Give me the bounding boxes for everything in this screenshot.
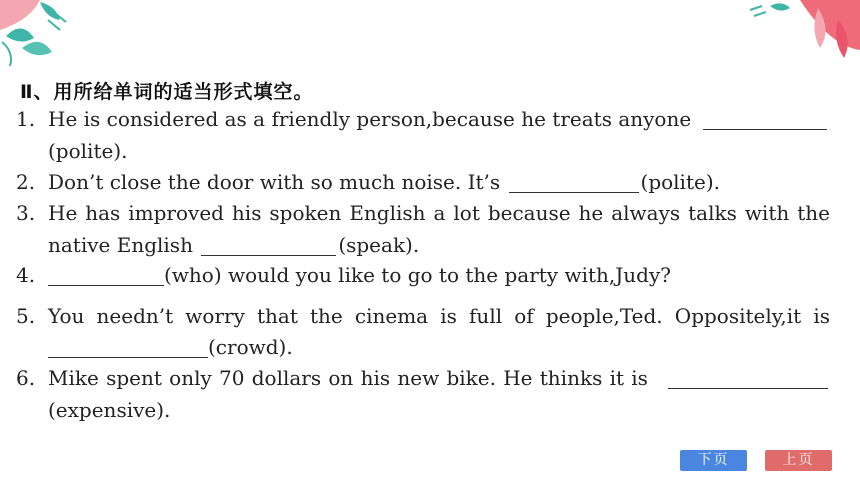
question-word: the [310, 304, 343, 328]
answer-blank[interactable] [48, 263, 164, 286]
question-text: native English [48, 233, 193, 257]
question-word: with [744, 201, 790, 225]
question-number: 6. [16, 366, 36, 390]
question-word: his [231, 201, 262, 225]
question-word: because [487, 201, 571, 225]
question-text: (polite). [640, 170, 720, 194]
previous-page-button[interactable]: 上页 [765, 450, 832, 471]
question-6-line-1 [0, 364, 860, 392]
question-word: worry [185, 304, 245, 328]
next-page-button[interactable]: 下页 [680, 450, 747, 471]
question-word: of [514, 304, 534, 328]
answer-blank[interactable] [201, 233, 336, 256]
leaf-decoration-top-right [720, 0, 860, 60]
question-word: English [349, 201, 426, 225]
question-5-line-1 [0, 302, 860, 330]
answer-blank[interactable] [668, 366, 828, 389]
question-word: 70 [219, 366, 245, 390]
question-text [48, 302, 830, 330]
answer-blank[interactable] [703, 107, 827, 130]
question-word: people,Ted. [545, 304, 663, 328]
leaf-decoration-top-left [0, 0, 80, 72]
question-word: has [85, 201, 121, 225]
question-number: 2. [16, 170, 36, 194]
question-number: 3. [16, 201, 36, 225]
question-text: He is considered as a friendly person,because he treats anyone [48, 107, 692, 131]
question-word: that [257, 304, 298, 328]
question-text: Don’t close the door with so much noise. It’s [48, 170, 501, 194]
question-word: new [397, 366, 440, 390]
question-1-line-1 [0, 105, 860, 133]
question-word: is [631, 366, 648, 390]
answer-blank[interactable] [509, 170, 639, 193]
section-heading: Ⅱ、用所给单词的适当形式填空。 [20, 81, 314, 103]
question-word: he [578, 201, 604, 225]
question-word: full [469, 304, 503, 328]
question-word: Mike [48, 366, 99, 390]
question-text [48, 199, 830, 227]
question-word: lot [453, 201, 480, 225]
question-word: dollars [251, 366, 322, 390]
question-text: (speak). [338, 233, 420, 257]
question-word: bike. [446, 366, 496, 390]
question-word: spoken [269, 201, 342, 225]
question-word: He [48, 201, 78, 225]
question-word: it [609, 366, 625, 390]
question-number: 4. [16, 263, 36, 287]
question-word: is [440, 304, 457, 328]
question-word: He [503, 366, 533, 390]
question-word: the [797, 201, 830, 225]
question-word: thinks [539, 366, 603, 390]
question-text [48, 364, 648, 392]
question-word: always [611, 201, 681, 225]
question-text: (crowd). [208, 335, 293, 359]
question-word: is [813, 304, 830, 328]
question-word: spent [106, 366, 162, 390]
question-text: (expensive). [48, 398, 171, 422]
question-word: Oppositely,it [674, 304, 802, 328]
question-number: 1. [16, 107, 36, 131]
question-text: (polite). [48, 139, 128, 163]
question-3-line-1 [0, 199, 860, 227]
question-word: only [169, 366, 212, 390]
question-word: on [328, 366, 354, 390]
answer-blank[interactable] [48, 335, 208, 358]
question-text: (who) would you like to go to the party with,Judy? [164, 263, 671, 287]
question-word: a [433, 201, 446, 225]
question-word: cinema [354, 304, 429, 328]
question-word: his [360, 366, 391, 390]
question-word: talks [688, 201, 737, 225]
question-number: 5. [16, 304, 36, 328]
question-word: improved [128, 201, 224, 225]
question-word: You [48, 304, 85, 328]
question-word: needn’t [96, 304, 174, 328]
